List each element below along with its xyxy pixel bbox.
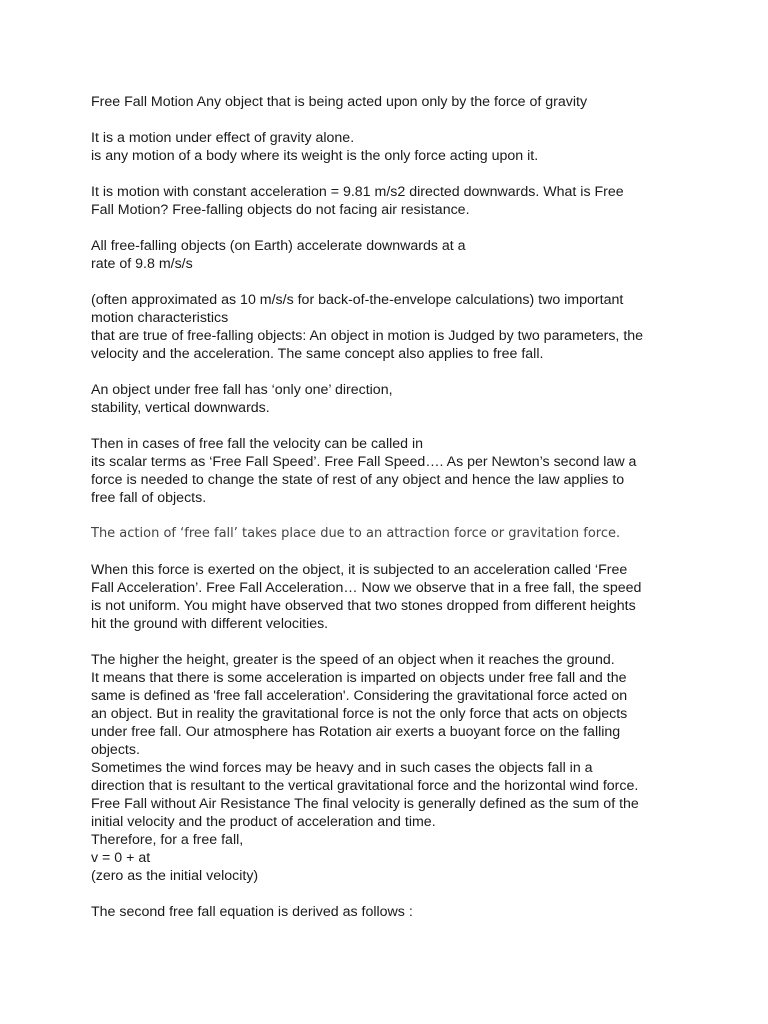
paragraph-characteristics xyxy=(91,291,691,363)
text-line: an object. But in reality the gravitational force is not the only force that acts on objects xyxy=(91,706,628,722)
text-line: It is motion with constant acceleration = 9.81 m/s2 directed downwards. What is Free xyxy=(91,184,624,200)
text-line: Free Fall without Air Resistance The final velocity is generally defined as the sum of the xyxy=(91,796,639,812)
paragraph-definition xyxy=(91,129,691,165)
text-line: force is needed to change the state of rest of any object and hence the law applies to xyxy=(91,472,625,488)
text-line: is not uniform. You might have observed that two stones dropped from different heights xyxy=(91,598,636,614)
text-line: under free fall. Our atmosphere has Rotation air exerts a buoyant force on the falling xyxy=(91,724,621,740)
text-line: Therefore, for a free fall, xyxy=(91,832,244,848)
text-line: its scalar terms as ‘Free Fall Speed’. Free Fall Speed…. As per Newton’s second law a xyxy=(91,454,637,470)
text-line: velocity and the acceleration. The same concept also applies to free fall. xyxy=(91,346,544,362)
paragraph-second-equation xyxy=(91,903,691,921)
text-line: Fall Acceleration’. Free Fall Acceleration… Now we observe that in a free fall, the speed xyxy=(91,580,642,596)
text-line: The action of ‘free fall’ takes place due to an attraction force or gravitation force. xyxy=(91,526,621,541)
paragraph-action xyxy=(91,525,691,543)
text-line: It is a motion under effect of gravity alone. xyxy=(91,130,355,146)
text-line: An object under free fall has ‘only one’ direction, xyxy=(91,382,393,398)
text-line: The higher the height, greater is the speed of an object when it reaches the ground. xyxy=(91,652,615,668)
text-line: initial velocity and the product of acceleration and time. xyxy=(91,814,436,830)
text-line: (zero as the initial velocity) xyxy=(91,868,259,884)
text-line: that are true of free-falling objects: An object in motion is Judged by two parameters, the xyxy=(91,328,644,344)
text-line: (often approximated as 10 m/s/s for back-of-the-envelope calculations) two important xyxy=(91,292,624,308)
text-line: free fall of objects. xyxy=(91,490,207,506)
text-line: direction that is resultant to the vertical gravitational force and the horizontal wind force. xyxy=(91,778,639,794)
text-line: When this force is exerted on the object, it is subjected to an acceleration called ‘Free xyxy=(91,562,628,578)
paragraph-force xyxy=(91,561,691,633)
text-line: Fall Motion? Free-falling objects do not facing air resistance. xyxy=(91,202,470,218)
paragraph-height xyxy=(91,651,691,885)
text-line: is any motion of a body where its weight is the only force acting upon it. xyxy=(91,148,539,164)
paragraph-speed xyxy=(91,435,691,507)
paragraph-intro xyxy=(91,93,691,111)
text-line: All free-falling objects (on Earth) accelerate downwards at a xyxy=(91,238,466,254)
text-line: rate of 9.8 m/s/s xyxy=(91,256,193,272)
text-line: same is defined as 'free fall acceleration'. Considering the gravitational force acted on xyxy=(91,688,628,704)
text-line: objects. xyxy=(91,742,140,758)
text-line: Then in cases of free fall the velocity can be called in xyxy=(91,436,424,452)
text-line: Free Fall Motion Any object that is being acted upon only by the force of gravity xyxy=(91,94,588,110)
text-line: stability, vertical downwards. xyxy=(91,400,270,416)
text-line: hit the ground with different velocities. xyxy=(91,616,329,632)
paragraph-rate xyxy=(91,237,691,273)
paragraph-direction xyxy=(91,381,691,417)
equation-line: v = 0 + at xyxy=(91,850,151,866)
text-line: The second free fall equation is derived as follows : xyxy=(91,904,413,920)
document-page xyxy=(91,93,691,921)
text-line: motion characteristics xyxy=(91,310,229,326)
text-line: It means that there is some acceleration is imparted on objects under free fall and the xyxy=(91,670,627,686)
text-line: Sometimes the wind forces may be heavy and in such cases the objects fall in a xyxy=(91,760,593,776)
paragraph-acceleration xyxy=(91,183,691,219)
